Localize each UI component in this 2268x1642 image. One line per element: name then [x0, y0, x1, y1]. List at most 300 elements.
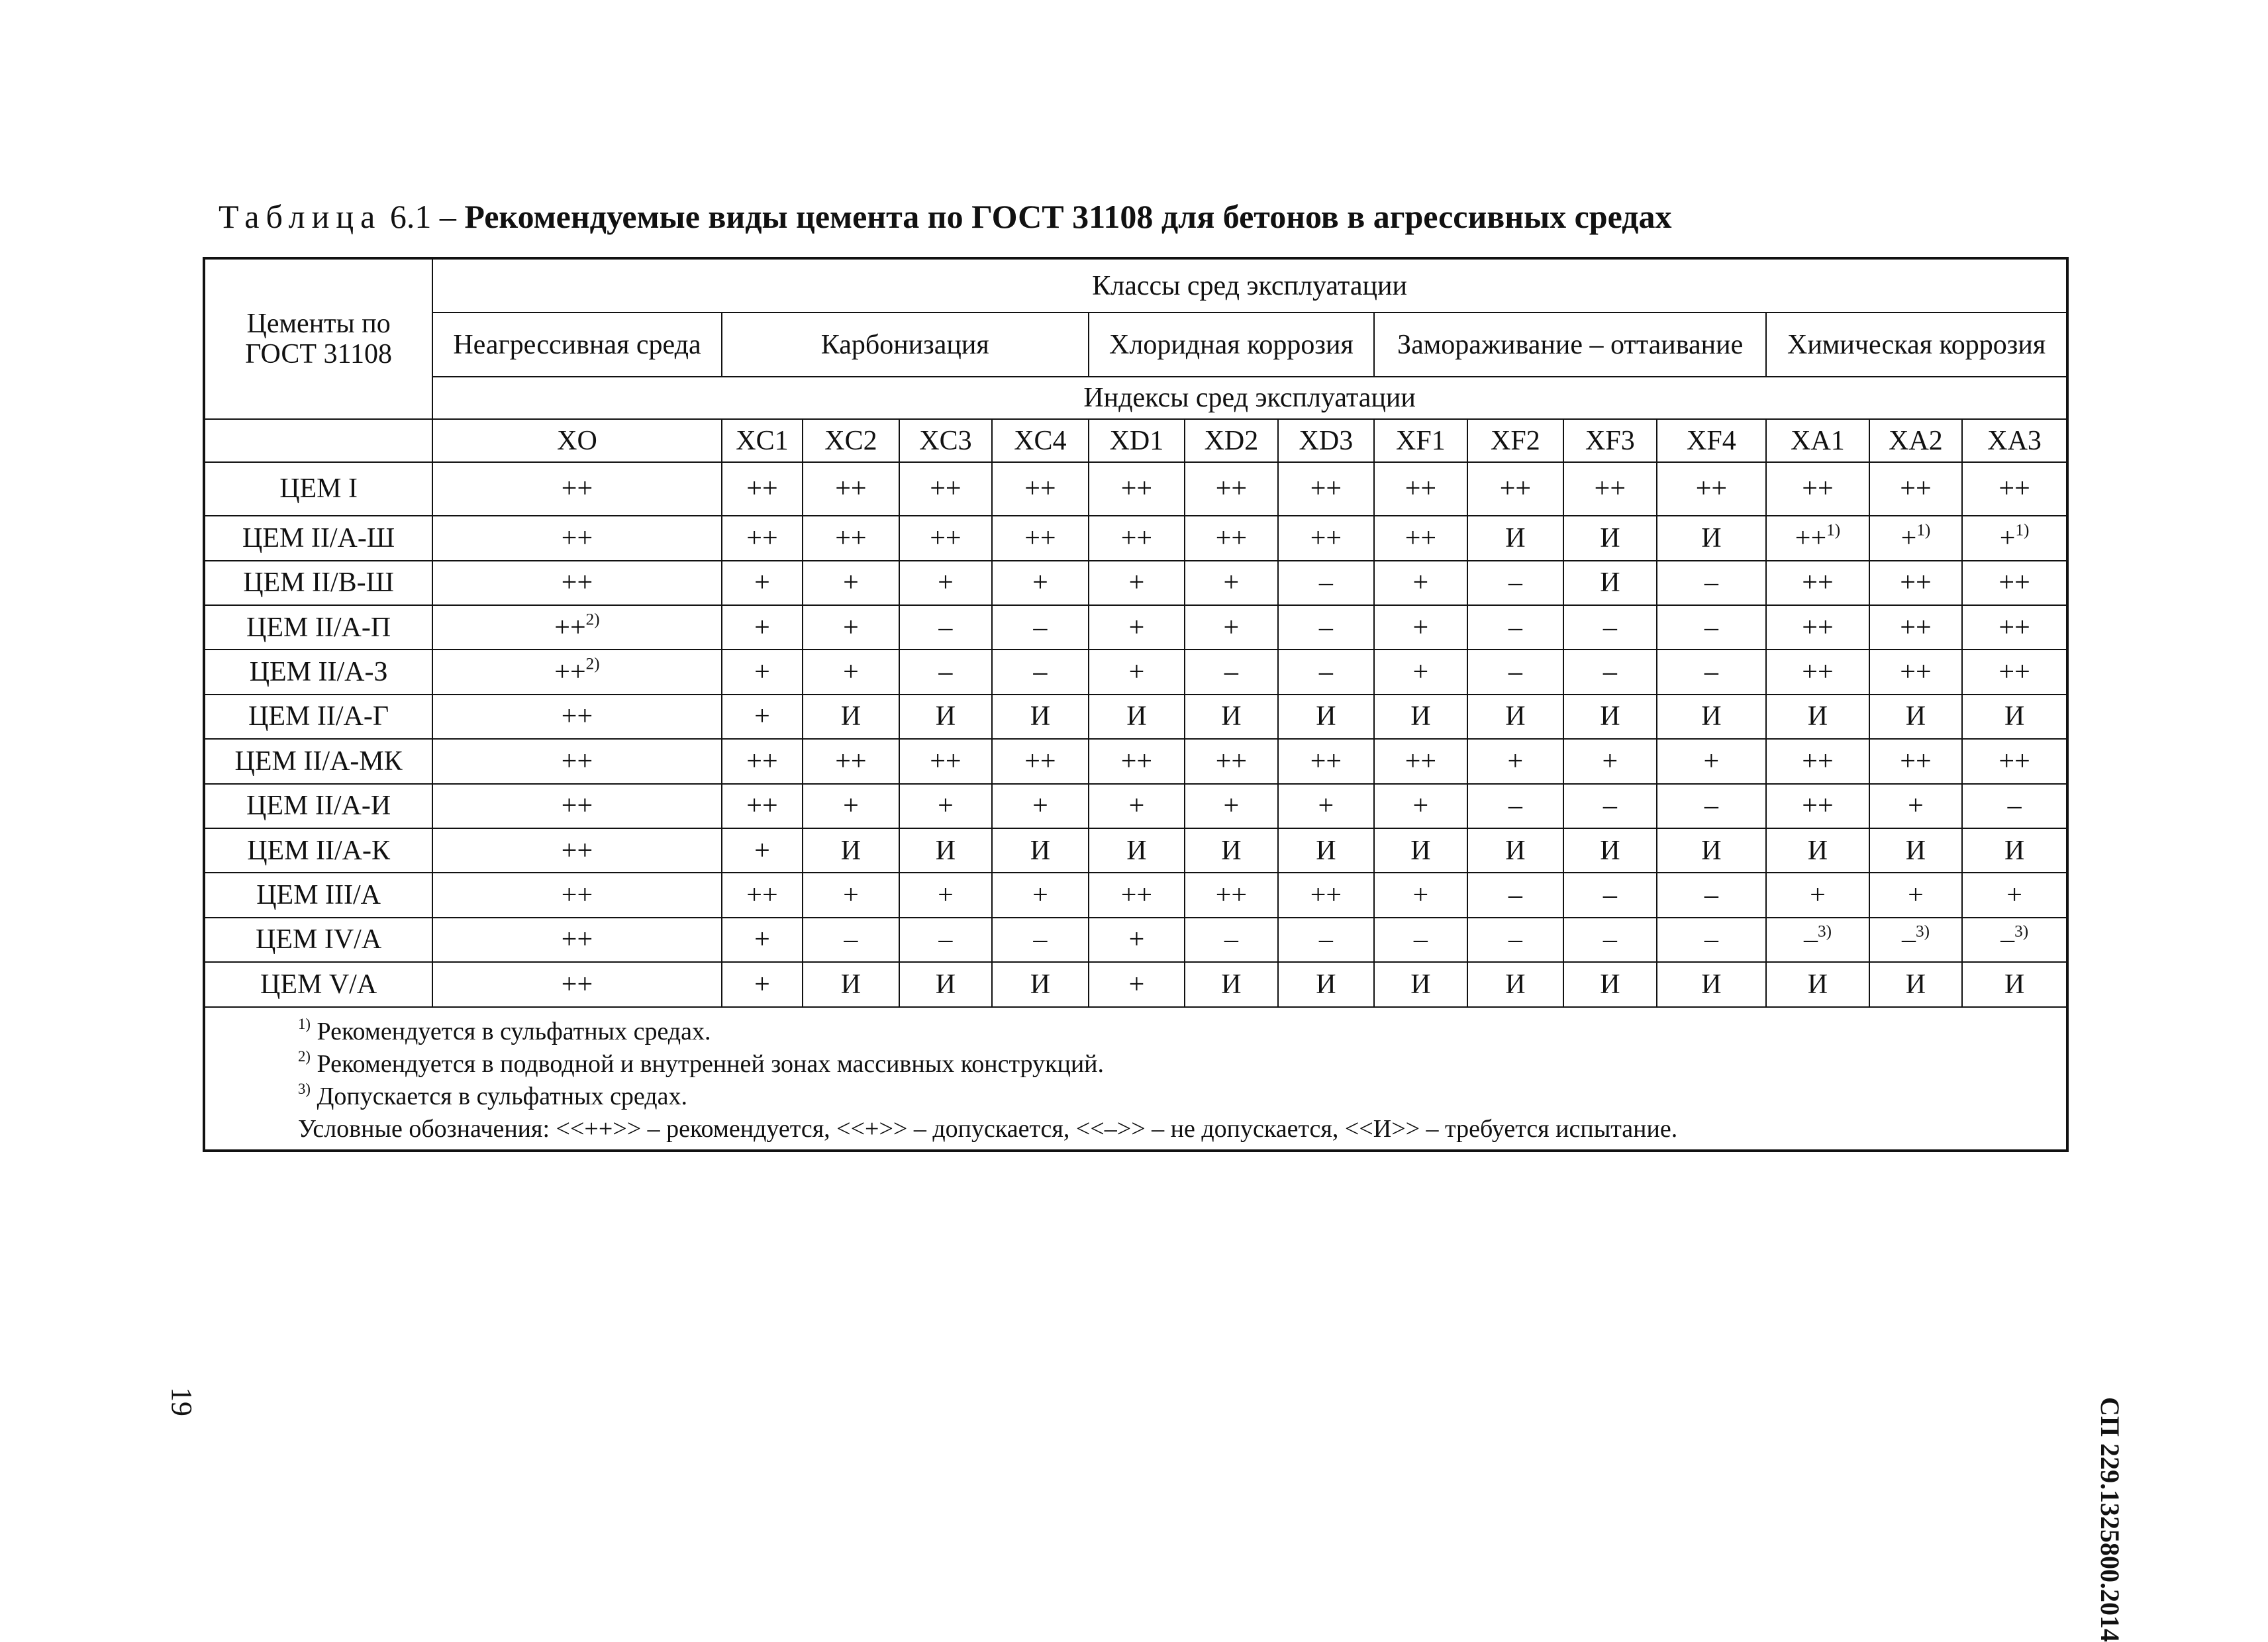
- cell-value: ++: [1405, 522, 1437, 554]
- value-cell: [1657, 962, 1767, 1006]
- value-cell: [1962, 873, 2067, 917]
- value-cell: [722, 873, 803, 917]
- cell-value: ++: [1215, 879, 1248, 910]
- cell-value: И: [1030, 701, 1051, 732]
- cell-value: –: [1602, 924, 1617, 955]
- cell-value: +: [843, 612, 859, 643]
- cell-value: И: [1316, 969, 1336, 1000]
- cell-value: ++: [554, 657, 586, 688]
- value-cell: [1089, 561, 1185, 605]
- footnote: [298, 1048, 2066, 1081]
- value-cell: [1185, 828, 1277, 873]
- value-cell: [1467, 918, 1564, 962]
- codes-spacer: [204, 419, 432, 461]
- group-header: Карбонизация: [722, 313, 1089, 377]
- value-cell: [1278, 784, 1375, 828]
- cell-value: И: [1701, 701, 1722, 732]
- cell-value: –: [1602, 791, 1617, 822]
- cell-value: И: [1505, 701, 1526, 732]
- cell-value: +: [754, 567, 770, 599]
- cell-value: –: [1318, 657, 1333, 688]
- cell-value: +: [1908, 791, 1924, 822]
- cell-value: И: [840, 969, 862, 1000]
- cell-value: ++: [561, 879, 593, 910]
- cell-value: +: [843, 791, 859, 822]
- cell-value: И: [1505, 522, 1526, 554]
- value-cell: [1185, 918, 1277, 962]
- footnote-mark: 2): [585, 610, 600, 629]
- cell-value: ++: [746, 791, 778, 822]
- value-cell: [1766, 516, 1869, 560]
- footnote-text: Допускается в сульфатных средах.: [311, 1082, 687, 1110]
- value-cell: [803, 462, 899, 516]
- value-cell: [992, 962, 1089, 1006]
- cell-value: И: [1410, 701, 1431, 732]
- value-cell: [1657, 561, 1767, 605]
- cell-value: +: [1703, 746, 1720, 777]
- cell-value: ++: [1900, 567, 1932, 599]
- classes-header-row: [204, 258, 2067, 313]
- table-row: [204, 605, 2067, 650]
- cell-value: +: [1602, 746, 1618, 777]
- cell-value: –: [1602, 879, 1617, 910]
- cell-value: ++: [1795, 522, 1827, 554]
- group-header: Неагрессивная среда: [432, 313, 722, 377]
- cell-value: +: [1900, 522, 1917, 554]
- cell-value: И: [1600, 969, 1620, 1000]
- value-cell: [1657, 873, 1767, 917]
- value-cell: [899, 962, 992, 1006]
- value-cell: [1869, 605, 1962, 650]
- cell-value: ++: [1802, 657, 1834, 688]
- cell-value: И: [2004, 969, 2025, 1000]
- cell-value: И: [1505, 835, 1526, 866]
- cell-value: ++: [561, 701, 593, 732]
- cell-value: И: [1701, 522, 1722, 554]
- value-cell: [1962, 605, 2067, 650]
- value-cell: [1657, 784, 1767, 828]
- value-cell: [1467, 784, 1564, 828]
- cell-value: +: [1999, 522, 2016, 554]
- cell-value: ++: [1998, 473, 2030, 505]
- group-header: Химическая коррозия: [1766, 313, 2067, 377]
- value-cell: [1869, 784, 1962, 828]
- cell-value: ++: [1120, 522, 1153, 554]
- value-cell: [1962, 962, 2067, 1006]
- value-cell: [1869, 873, 1962, 917]
- value-cell: [1089, 739, 1185, 783]
- value-cell: [1563, 516, 1656, 560]
- cell-value: –: [1508, 567, 1522, 599]
- cell-value: –: [1901, 924, 1916, 955]
- value-cell: [432, 650, 722, 694]
- cell-value: +: [1223, 567, 1240, 599]
- cell-value: ++: [1998, 657, 2030, 688]
- cement-table: [203, 257, 2069, 1152]
- caption-label: Таблица: [219, 198, 382, 235]
- value-cell: [1089, 462, 1185, 516]
- value-cell: [1278, 962, 1375, 1006]
- code-header: XF3: [1563, 419, 1656, 461]
- row-label: ЦЕМ II/А-З: [204, 650, 432, 694]
- value-cell: [1563, 784, 1656, 828]
- cell-value: –: [1508, 657, 1522, 688]
- value-cell: [1185, 695, 1277, 739]
- cell-value: ++: [1120, 746, 1153, 777]
- value-cell: [899, 516, 992, 560]
- table-row: [204, 828, 2067, 873]
- value-cell: [1089, 650, 1185, 694]
- table-row: [204, 516, 2067, 560]
- value-cell: [1278, 561, 1375, 605]
- footnote-mark: 2): [585, 655, 600, 673]
- cell-value: –: [1704, 791, 1718, 822]
- value-cell: [722, 918, 803, 962]
- table-row: [204, 962, 2067, 1006]
- cell-value: ++: [561, 791, 593, 822]
- value-cell: [1374, 828, 1467, 873]
- value-cell: [992, 605, 1089, 650]
- cell-value: +: [1128, 924, 1145, 955]
- cell-value: ++: [1499, 473, 1532, 505]
- footnote: [298, 1113, 2066, 1145]
- value-cell: [899, 784, 992, 828]
- value-cell: [1278, 462, 1375, 516]
- value-cell: [1766, 561, 1869, 605]
- cell-value: –: [1704, 567, 1718, 599]
- value-cell: [899, 873, 992, 917]
- cell-value: ++: [1900, 657, 1932, 688]
- cell-value: ++: [746, 879, 778, 910]
- cell-value: +: [1318, 791, 1334, 822]
- cell-value: +: [1032, 791, 1048, 822]
- cell-value: И: [2004, 701, 2025, 732]
- cell-value: И: [1030, 835, 1051, 866]
- cell-value: И: [935, 701, 956, 732]
- cell-value: ++: [835, 473, 867, 505]
- value-cell: [899, 695, 992, 739]
- cell-value: И: [840, 835, 862, 866]
- cell-value: ++: [1310, 746, 1342, 777]
- code-header: XA1: [1766, 419, 1869, 461]
- cell-value: ++: [1310, 879, 1342, 910]
- value-cell: [1869, 828, 1962, 873]
- value-cell: [992, 784, 1089, 828]
- cell-value: И: [1221, 701, 1242, 732]
- value-cell: [992, 695, 1089, 739]
- value-cell: [803, 918, 899, 962]
- cell-value: ++: [561, 473, 593, 505]
- value-cell: [1089, 873, 1185, 917]
- value-cell: [1185, 650, 1277, 694]
- value-cell: [1467, 873, 1564, 917]
- cell-value: –: [1318, 612, 1333, 643]
- value-cell: [992, 918, 1089, 962]
- value-cell: [1563, 650, 1656, 694]
- value-cell: [1563, 962, 1656, 1006]
- value-cell: [722, 695, 803, 739]
- value-cell: [1563, 462, 1656, 516]
- value-cell: [432, 605, 722, 650]
- value-cell: [1185, 873, 1277, 917]
- value-cell: [432, 695, 722, 739]
- cell-value: +: [1128, 567, 1145, 599]
- cell-value: ++: [1215, 746, 1248, 777]
- cell-value: ++: [1120, 879, 1153, 910]
- cell-value: –: [1224, 924, 1238, 955]
- value-cell: [1374, 695, 1467, 739]
- value-cell: [1278, 650, 1375, 694]
- value-cell: [1089, 605, 1185, 650]
- page-number: 19: [166, 1387, 198, 1416]
- value-cell: [1962, 561, 2067, 605]
- cell-value: ++: [561, 835, 593, 866]
- cell-value: ++: [1310, 522, 1342, 554]
- cell-value: –: [844, 924, 858, 955]
- value-cell: [1962, 695, 2067, 739]
- value-cell: [1374, 605, 1467, 650]
- value-cell: [432, 462, 722, 516]
- table-body: [204, 258, 2067, 1151]
- value-cell: [803, 784, 899, 828]
- cell-value: +: [1128, 791, 1145, 822]
- cell-value: +: [754, 969, 770, 1000]
- value-cell: [1563, 695, 1656, 739]
- value-cell: [1962, 650, 2067, 694]
- cell-value: ++: [1802, 612, 1834, 643]
- value-cell: [1467, 605, 1564, 650]
- document-code: СП 229.1325800.2014: [2095, 1397, 2125, 1642]
- value-cell: [1467, 650, 1564, 694]
- value-cell: [722, 462, 803, 516]
- value-cell: [1467, 695, 1564, 739]
- cell-value: ++: [1802, 746, 1834, 777]
- value-cell: [803, 873, 899, 917]
- value-cell: [1962, 918, 2067, 962]
- cell-value: +: [1908, 879, 1924, 910]
- value-cell: [803, 695, 899, 739]
- table-row: [204, 561, 2067, 605]
- cell-value: ++: [1998, 567, 2030, 599]
- cell-value: +: [938, 879, 954, 910]
- cell-value: ++: [1215, 522, 1248, 554]
- cell-value: И: [1807, 701, 1828, 732]
- value-cell: [1374, 650, 1467, 694]
- value-cell: [432, 739, 722, 783]
- footnote-text: Рекомендуется в подводной и внутренней зонах массивных конструкций.: [311, 1049, 1105, 1078]
- cell-value: –: [1803, 924, 1818, 955]
- cell-value: И: [1701, 969, 1722, 1000]
- cell-value: И: [2004, 835, 2025, 866]
- cell-value: –: [1224, 657, 1238, 688]
- cell-value: +: [843, 567, 859, 599]
- value-cell: [1089, 695, 1185, 739]
- indices-header: Индексы сред эксплуатации: [432, 377, 2067, 419]
- value-cell: [1563, 739, 1656, 783]
- value-cell: [1089, 784, 1185, 828]
- cell-value: ++: [1024, 522, 1056, 554]
- cell-value: И: [1807, 969, 1828, 1000]
- value-cell: [1185, 962, 1277, 1006]
- footnote-mark: 1): [1916, 521, 1931, 540]
- cell-value: И: [1221, 835, 1242, 866]
- value-cell: [1869, 462, 1962, 516]
- cell-value: И: [1600, 522, 1620, 554]
- classes-header: Классы сред эксплуатации: [432, 258, 2067, 313]
- cell-value: ++: [1802, 567, 1834, 599]
- table-row: [204, 739, 2067, 783]
- code-header: XC4: [992, 419, 1089, 461]
- table-row: [204, 918, 2067, 962]
- value-cell: [1657, 695, 1767, 739]
- cell-value: ++: [561, 969, 593, 1000]
- cell-value: ++: [1024, 746, 1056, 777]
- groups-header-row: [204, 313, 2067, 377]
- table-row: [204, 784, 2067, 828]
- cell-value: ++: [1405, 473, 1437, 505]
- cell-value: И: [935, 835, 956, 866]
- value-cell: [1766, 918, 1869, 962]
- cell-value: ++: [1405, 746, 1437, 777]
- value-cell: [803, 516, 899, 560]
- cell-value: –: [1508, 879, 1522, 910]
- value-cell: [899, 739, 992, 783]
- value-cell: [722, 516, 803, 560]
- cell-value: +: [843, 879, 859, 910]
- value-cell: [1766, 605, 1869, 650]
- cell-value: ++: [561, 924, 593, 955]
- value-cell: [1657, 650, 1767, 694]
- cell-value: ++: [746, 522, 778, 554]
- value-cell: [1962, 828, 2067, 873]
- cell-value: И: [1316, 701, 1336, 732]
- value-cell: [432, 784, 722, 828]
- code-header: XD1: [1089, 419, 1185, 461]
- footnote-mark: 2): [298, 1047, 311, 1065]
- cell-value: –: [1033, 657, 1048, 688]
- value-cell: [1278, 828, 1375, 873]
- cell-value: ++: [930, 746, 961, 777]
- value-cell: [432, 828, 722, 873]
- value-cell: [899, 462, 992, 516]
- cell-value: –: [1602, 657, 1617, 688]
- value-cell: [1185, 561, 1277, 605]
- value-cell: [1657, 516, 1767, 560]
- code-header: XF4: [1657, 419, 1767, 461]
- table-row: [204, 695, 2067, 739]
- cell-value: +: [754, 835, 770, 866]
- cell-value: +: [1412, 567, 1429, 599]
- value-cell: [722, 561, 803, 605]
- cell-value: ++: [746, 473, 778, 505]
- value-cell: [1278, 873, 1375, 917]
- cell-value: +: [938, 567, 954, 599]
- value-cell: [1962, 784, 2067, 828]
- value-cell: [1563, 918, 1656, 962]
- cell-value: +: [1412, 657, 1429, 688]
- cell-value: И: [1701, 835, 1722, 866]
- cell-value: ++: [835, 746, 867, 777]
- cell-value: +: [2006, 879, 2022, 910]
- value-cell: [1374, 739, 1467, 783]
- cell-value: ++: [554, 612, 586, 643]
- cell-value: ++: [746, 746, 778, 777]
- value-cell: [992, 650, 1089, 694]
- cell-value: +: [1128, 612, 1145, 643]
- value-cell: [1962, 462, 2067, 516]
- value-cell: [1869, 695, 1962, 739]
- row-label: ЦЕМ II/А-МК: [204, 739, 432, 783]
- cell-value: –: [1602, 612, 1617, 643]
- footnote: [298, 1081, 2066, 1113]
- value-cell: [899, 918, 992, 962]
- cell-value: И: [1905, 701, 1926, 732]
- cell-value: ++: [561, 746, 593, 777]
- value-cell: [1185, 739, 1277, 783]
- value-cell: [1374, 873, 1467, 917]
- value-cell: [803, 561, 899, 605]
- value-cell: [1089, 962, 1185, 1006]
- cell-value: ++: [930, 522, 961, 554]
- cell-value: И: [1316, 835, 1336, 866]
- cell-value: +: [754, 701, 770, 732]
- cell-value: –: [2000, 924, 2015, 955]
- cell-value: –: [1704, 924, 1718, 955]
- footnote-text: Рекомендуется в сульфатных средах.: [311, 1017, 711, 1045]
- value-cell: [1374, 561, 1467, 605]
- cell-value: +: [1032, 879, 1048, 910]
- cell-value: +: [1223, 791, 1240, 822]
- cell-value: –: [1704, 612, 1718, 643]
- row-label: ЦЕМ II/В-Ш: [204, 561, 432, 605]
- value-cell: [992, 828, 1089, 873]
- cell-value: ++: [1998, 612, 2030, 643]
- cell-value: И: [1221, 969, 1242, 1000]
- cell-value: –: [1508, 612, 1522, 643]
- code-header: XC1: [722, 419, 803, 461]
- cell-value: ++: [1802, 473, 1834, 505]
- value-cell: [1962, 739, 2067, 783]
- value-cell: [1657, 739, 1767, 783]
- value-cell: [1278, 605, 1375, 650]
- value-cell: [1869, 962, 1962, 1006]
- value-cell: [1374, 962, 1467, 1006]
- footnote-mark: 1): [298, 1015, 311, 1032]
- code-header: XA2: [1869, 419, 1962, 461]
- code-header: XC3: [899, 419, 992, 461]
- value-cell: [432, 873, 722, 917]
- table-row: [204, 462, 2067, 516]
- value-cell: [1563, 605, 1656, 650]
- value-cell: [899, 605, 992, 650]
- cell-value: ++: [1695, 473, 1728, 505]
- value-cell: [1962, 516, 2067, 560]
- value-cell: [432, 561, 722, 605]
- cell-value: И: [1126, 701, 1147, 732]
- value-cell: [722, 739, 803, 783]
- value-cell: [1869, 739, 1962, 783]
- footnote-mark: 3): [298, 1080, 311, 1097]
- value-cell: [1185, 462, 1277, 516]
- cell-value: ++: [835, 522, 867, 554]
- cell-value: +: [1507, 746, 1524, 777]
- cell-value: ++: [561, 522, 593, 554]
- row-label: ЦЕМ II/А-К: [204, 828, 432, 873]
- corner-header: Цементы по ГОСТ 31108: [245, 309, 392, 370]
- cell-value: +: [1412, 791, 1429, 822]
- value-cell: [1869, 516, 1962, 560]
- value-cell: [722, 828, 803, 873]
